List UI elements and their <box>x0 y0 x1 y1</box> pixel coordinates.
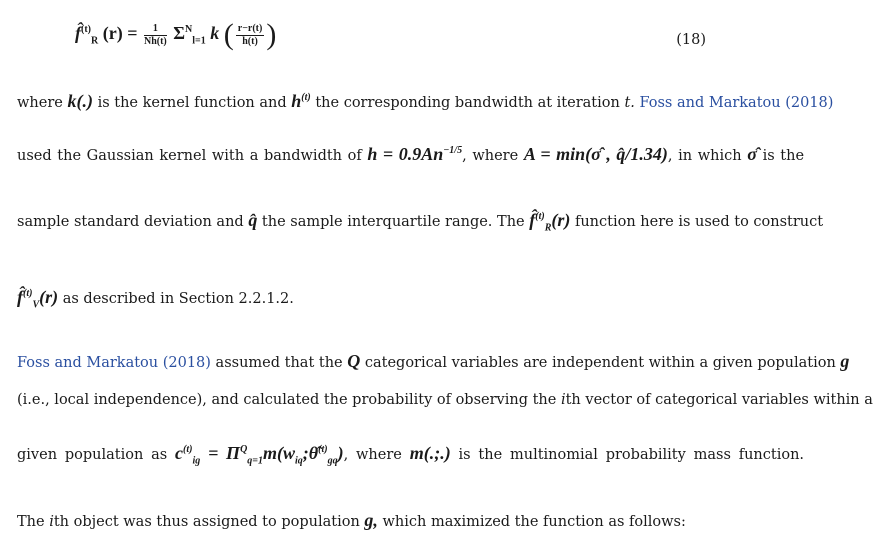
eq-arg: (r) = <box>102 23 138 44</box>
eq-sum: $\Sigma^N_{l=1}$ <box>173 23 206 47</box>
equation-number: (18) <box>676 32 706 48</box>
para1-line3: sample standard deviation and q̂ the sample interquartile range. The f̂$^{(t)}_R$(r) function here is used to construct <box>17 210 824 234</box>
para1-line4: f̂$^{(t)}_V$(r) as described in Section 2.2.1.2. <box>17 287 294 311</box>
para2-line2: (i.e., local independence), and calculated the probability of observing the ith vector of categorical variables within a <box>17 392 873 408</box>
para2-line3: given population as $c^{(t)}_{ig}$ = $\Pi^Q_{q=1}m(w_{iq};\thetâ^{(t)}_{gq})$, where m(.;.) is the multinomial probability mass function. <box>17 443 805 467</box>
para3-line1: The ith object was thus assigned to population g, which maximized the function as follows: <box>17 510 686 530</box>
eq-inner-fraction: $\frac{r-r(t)}{h(t)}$ <box>237 22 263 47</box>
eq-kernel: k <box>210 23 220 44</box>
para1-line2: used the Gaussian kernel with a bandwidth of $h = 0.9An^{-1/5}$, where A = min(σ̂ , q̂/1.34), in which σ̂ is the <box>17 144 805 164</box>
citation-link[interactable]: Foss and Markatou (2018) <box>17 355 211 371</box>
para1-line1: where k(.) is the kernel function and $h^{(t)}$ the corresponding bandwidth at iteration t. Foss and Markatou (2018) <box>17 91 834 111</box>
citation-link[interactable]: Foss and Markatou (2018) <box>639 95 834 111</box>
eq-lhs: f̂$^{(t)}_R$ <box>75 23 99 47</box>
equation-18: f̂$^{(t)}_R$ (r) = $\frac{1}{Nh(t)}$ $\Sigma^N_{l=1}$ k ( $\frac{r-r(t)}{h(t)}$ ) <box>75 18 277 51</box>
para2-line1: Foss and Markatou (2018) assumed that the Q categorical variables are independent within a given population g <box>17 351 850 371</box>
eq-fraction: $\frac{1}{Nh(t)}$ <box>143 22 167 47</box>
